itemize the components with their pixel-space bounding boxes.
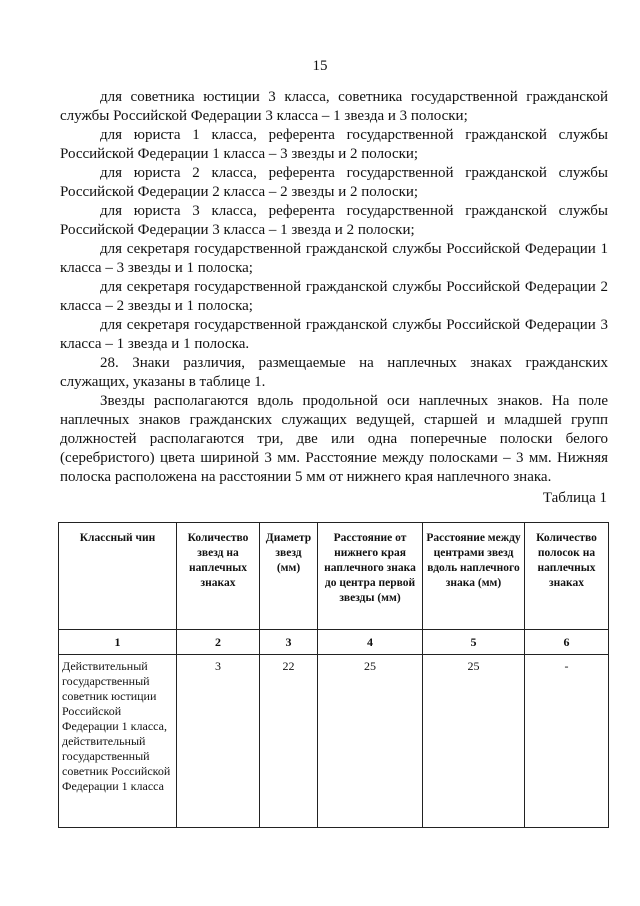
cell-distance-between-stars: 25 (423, 655, 525, 828)
paragraph-secretary-1: для секретаря государственной гражданской службы Российской Федерации 1 класса – 3 звезды и 1 полоска; (60, 241, 608, 276)
table-header-row (59, 523, 609, 630)
header-stripe-count: Количество полосок на наплечных знаках (525, 523, 609, 630)
paragraph-stars-placement: Звезды располагаются вдоль продольной оси наплечных знаков. На поле наплечных знаков гражданских служащих ведущей, старшей и младшей групп должностей располагаются три, две или одна поперечные полоски белого (серебристого) цвета шириной 3 мм. Расстояние между полосками – 3 мм. Нижняя полоска расположена на расстоянии 5 мм от нижнего края наплечного знака. (60, 393, 608, 485)
cell-distance-first-star: 25 (318, 655, 423, 828)
cell-star-count: 3 (177, 655, 260, 828)
column-number: 2 (177, 630, 260, 655)
paragraph-lawyer-2: для юриста 2 класса, референта государственной гражданской службы Российской Федерации 2 класса – 2 звезды и 2 полоски; (60, 165, 608, 200)
header-distance-first-star: Расстояние от нижнего края наплечного знака до центра первой звезды (мм) (318, 523, 423, 630)
cell-star-diameter: 22 (260, 655, 318, 828)
header-distance-between-stars: Расстояние между центрами звезд вдоль наплечного знака (мм) (423, 523, 525, 630)
cell-stripe-count: - (525, 655, 609, 828)
cell-class-rank: Действительный государственный советник юстиции Российской Федерации 1 класса, действительный государственный советник Российской Федерации 1 класса (59, 655, 177, 828)
paragraph-secretary-3: для секретаря государственной гражданской службы Российской Федерации 3 класса – 1 звезда и 1 полоска. (60, 317, 608, 352)
column-number: 6 (525, 630, 609, 655)
column-number: 5 (423, 630, 525, 655)
table-row (59, 655, 609, 828)
header-star-diameter: Диаметр звезд (мм) (260, 523, 318, 630)
table-caption: Таблица 1 (542, 490, 607, 506)
column-number: 3 (260, 630, 318, 655)
body-text (60, 88, 608, 487)
column-number: 1 (59, 630, 177, 655)
paragraph-lawyer-1: для юриста 1 класса, референта государственной гражданской службы Российской Федерации 1 класса – 3 звезды и 2 полоски; (60, 127, 608, 162)
page-number: 15 (312, 58, 328, 74)
column-number-row (59, 630, 609, 655)
paragraph-item-28: 28. Знаки различия, размещаемые на наплечных знаках гражданских служащих, указаны в таблице 1. (60, 355, 608, 390)
insignia-table (58, 522, 609, 828)
column-number: 4 (318, 630, 423, 655)
paragraph-secretary-2: для секретаря государственной гражданской службы Российской Федерации 2 класса – 2 звезды и 1 полоска; (60, 279, 608, 314)
paragraph-lawyer-3: для юриста 3 класса, референта государственной гражданской службы Российской Федерации 3 класса – 1 звезда и 2 полоски; (60, 203, 608, 238)
header-star-count: Количество звезд на наплечных знаках (177, 523, 260, 630)
header-class-rank: Классный чин (59, 523, 177, 630)
paragraph-counselor-justice-3: для советника юстиции 3 класса, советника государственной гражданской службы Российской Федерации 3 класса – 1 звезда и 3 полоски; (60, 89, 608, 124)
